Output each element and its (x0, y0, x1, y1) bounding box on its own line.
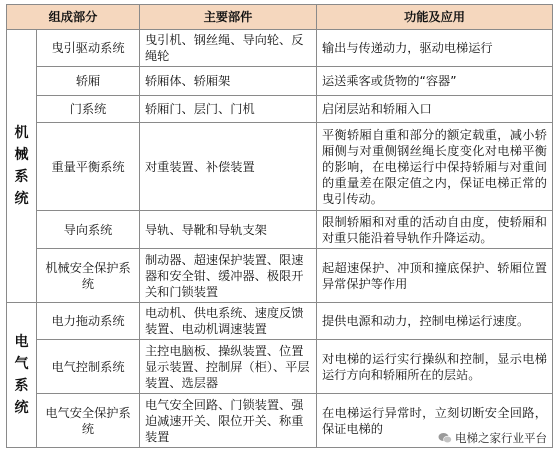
watermark (435, 429, 550, 447)
parts-cell: 轿厢门、层门、门机 (140, 96, 317, 123)
parts-cell: 导轨、导靴和导轨支架 (140, 211, 317, 249)
group-char: 机 (14, 125, 29, 141)
function-cell: 平衡轿厢自重和部分的额定载重，减小轿厢侧与对重侧钢丝绳长度变化对电梯平衡的影响，在电梯运行中保持轿厢与对重间的重量差在限定值之内，保证电梯正常的曳引传动。 (317, 123, 553, 211)
header-function: 功能及应用 (317, 5, 553, 30)
wechat-icon (438, 432, 452, 444)
function-cell: 输出与传递动力，驱动电梯运行 (317, 30, 553, 67)
parts-cell: 制动器、超速保护装置、限速器和安全钳、缓冲器、极限开关和门锁装置 (140, 249, 317, 303)
group-char: 械 (14, 147, 29, 163)
table-row (7, 96, 553, 123)
table-header-row (7, 5, 553, 30)
table-row (7, 67, 553, 96)
group-char: 统 (14, 191, 29, 207)
parts-cell: 主控电脑板、操纵装置、位置显示装置、控制屏（柜）、平层装置、选层器 (140, 340, 317, 394)
header-component: 组成部分 (7, 5, 140, 30)
table-row (7, 249, 553, 303)
function-cell: 提供电源和动力，控制电梯运行速度。 (317, 303, 553, 340)
table-row (7, 340, 553, 394)
component-cell: 轿厢 (37, 67, 140, 96)
group-label-mechanical (7, 30, 37, 303)
component-cell: 曳引驱动系统 (37, 30, 140, 67)
component-cell: 导向系统 (37, 211, 140, 249)
group-char: 统 (14, 400, 29, 416)
header-parts: 主要部件 (140, 5, 317, 30)
parts-cell: 曳引机、钢丝绳、导向轮、反绳轮 (140, 30, 317, 67)
component-cell: 电气安全保护系统 (37, 394, 140, 448)
elevator-components-table (6, 4, 553, 448)
parts-cell: 对重装置、补偿装置 (140, 123, 317, 211)
group-label-electrical (7, 303, 37, 448)
table-row (7, 123, 553, 211)
component-cell: 电力拖动系统 (37, 303, 140, 340)
function-cell: 运送乘客或货物的“容器” (317, 67, 553, 96)
function-cell: 启闭层站和轿厢入口 (317, 96, 553, 123)
group-char: 系 (14, 169, 29, 185)
component-cell: 电气控制系统 (37, 340, 140, 394)
table-row (7, 30, 553, 67)
parts-cell: 轿厢体、轿厢架 (140, 67, 317, 96)
component-cell: 机械安全保护系统 (37, 249, 140, 303)
component-cell: 门系统 (37, 96, 140, 123)
watermark-text: 电梯之家行业平台 (455, 431, 547, 445)
function-cell: 在电梯运行异常时，立刻切断安全回路，保证电梯的 (317, 394, 553, 448)
function-cell: 限制轿厢和对重的活动自由度，使轿厢和对重只能沿着导轨作升降运动。 (317, 211, 553, 249)
parts-cell: 电动机、供电系统、速度反馈装置、电动机调速装置 (140, 303, 317, 340)
group-char: 气 (14, 356, 29, 372)
component-cell: 重量平衡系统 (37, 123, 140, 211)
function-cell: 起超速保护、冲顶和撞底保护、轿厢位置异常保护等作用 (317, 249, 553, 303)
function-cell: 对电梯的运行实行操纵和控制，显示电梯运行方向和轿厢所在的层站。 (317, 340, 553, 394)
group-char: 系 (14, 378, 29, 394)
table-row (7, 303, 553, 340)
group-char: 电 (14, 334, 29, 350)
table-row (7, 211, 553, 249)
parts-cell: 电气安全回路、门锁装置、强迫减速开关、限位开关、称重装置 (140, 394, 317, 448)
